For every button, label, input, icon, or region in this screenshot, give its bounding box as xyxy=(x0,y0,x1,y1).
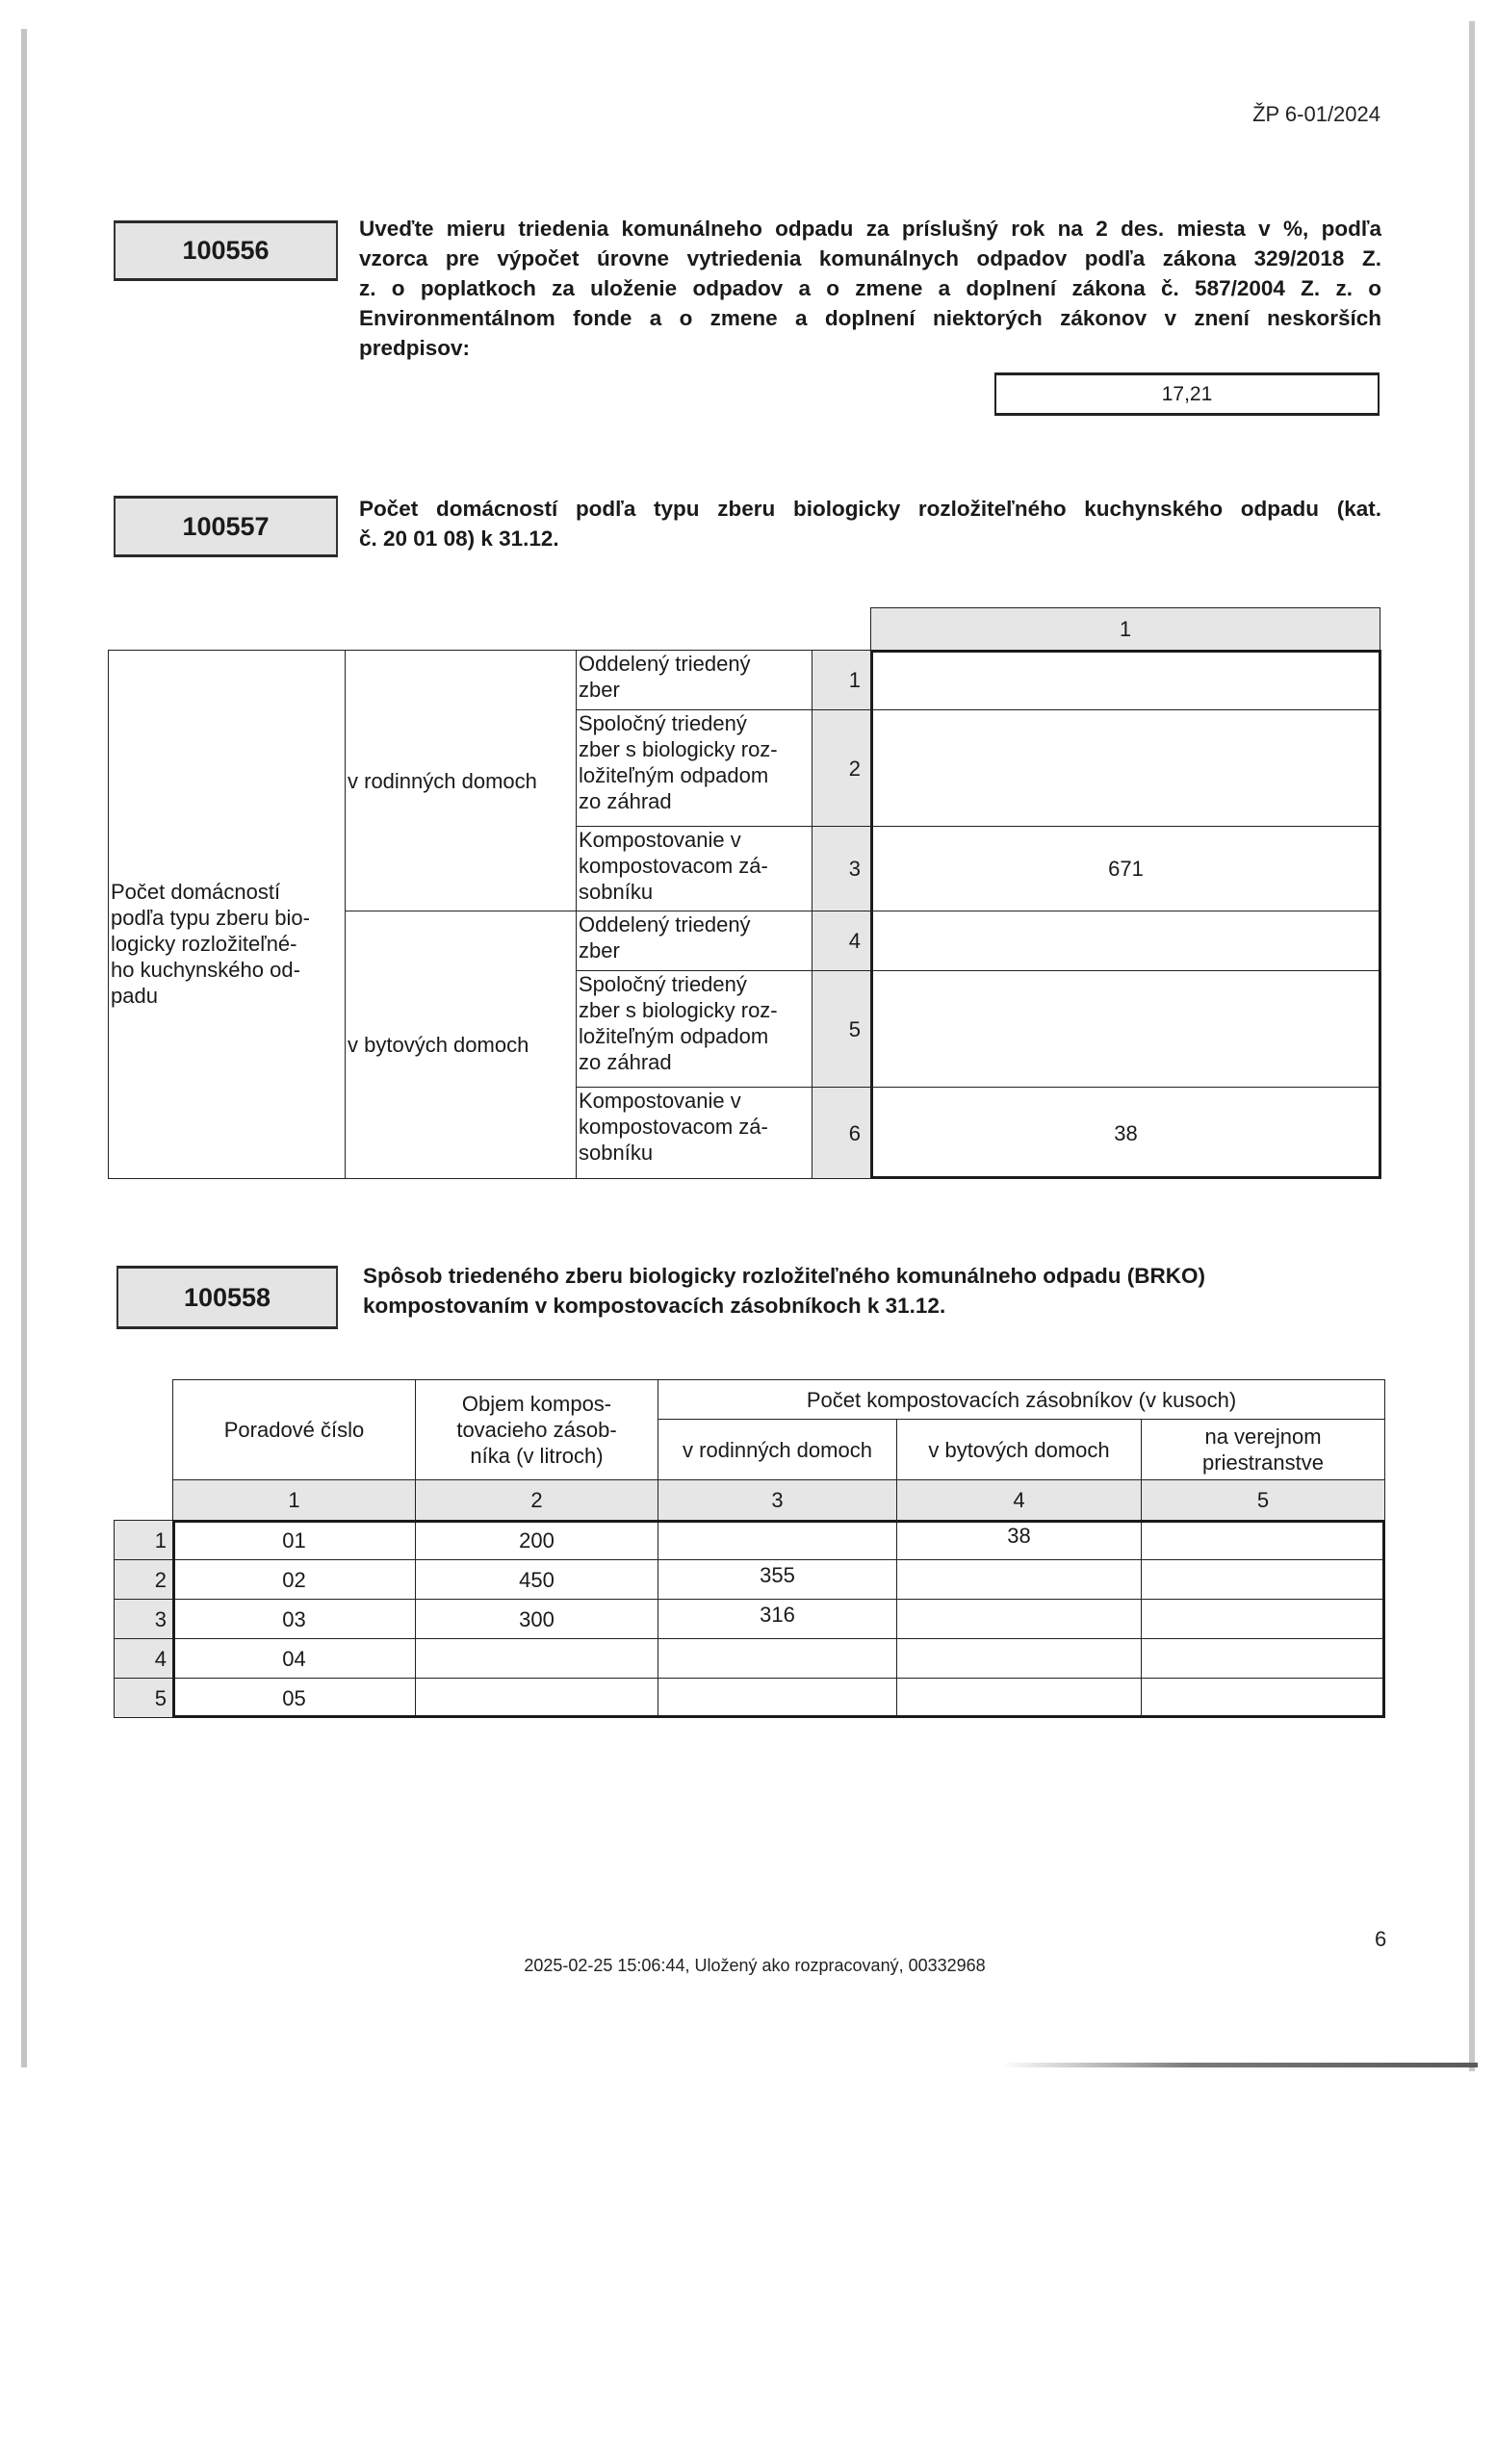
table-cell-r2-c1: 02 xyxy=(172,1559,416,1600)
header-line: tovacieho zásob- xyxy=(456,1418,617,1442)
scan-border-left xyxy=(21,29,27,2067)
scan-border-right xyxy=(1469,21,1475,2071)
value-cell-row-5[interactable] xyxy=(870,970,1381,1088)
label-line: ložiteľným odpadom xyxy=(579,1024,769,1048)
value-cell-row-3[interactable]: 671 xyxy=(870,826,1381,911)
column-number: 3 xyxy=(658,1479,897,1521)
question-text-100558 xyxy=(363,1261,1385,1321)
label-line: ložiteľným odpadom xyxy=(579,763,769,787)
table-cell-r1-c1: 01 xyxy=(172,1520,416,1560)
row-number: 1 xyxy=(812,650,871,710)
row-number: 5 xyxy=(114,1678,173,1718)
row-number: 2 xyxy=(114,1559,173,1600)
label-line: zo záhrad xyxy=(579,1050,672,1074)
table-cell-r4-c5[interactable] xyxy=(1141,1638,1385,1679)
label-line: logicky rozložiteľné- xyxy=(111,931,297,956)
table-cell-r5-c3[interactable] xyxy=(658,1678,897,1718)
table-cell-r3-c3[interactable]: 316 xyxy=(658,1599,897,1639)
label-line: zo záhrad xyxy=(579,789,672,813)
table-cell-r3-c4[interactable] xyxy=(896,1599,1142,1639)
question-line: kompostovaním v kompostovacích zásobníkoch k 31.12. xyxy=(363,1294,946,1318)
table-cell-r4-c2[interactable] xyxy=(415,1638,658,1679)
question-line: Počet domácností podľa typu zberu biologicky rozložiteľného kuchynského odpadu (kat. xyxy=(359,497,1381,521)
label-line: padu xyxy=(111,983,158,1008)
form-code: ŽP 6-01/2024 xyxy=(1252,102,1380,126)
header-poradove-cislo: Poradové číslo xyxy=(172,1379,416,1480)
table-cell-r2-c5[interactable] xyxy=(1141,1559,1385,1600)
row-label-6 xyxy=(576,1087,812,1179)
table-cell-r2-c2[interactable]: 450 xyxy=(415,1559,658,1600)
label-line: kompostovacom zá- xyxy=(579,854,768,878)
label-line: zber s biologicky roz- xyxy=(579,737,778,761)
row-number: 3 xyxy=(812,826,871,911)
question-code-100558: 100558 xyxy=(116,1266,338,1329)
row-label-2 xyxy=(576,709,812,827)
question-line: z. o poplatkoch za uloženie odpadov a o zmene a doplnení zákona č. 587/2004 Z. z. o xyxy=(359,276,1381,300)
column-number: 2 xyxy=(415,1479,658,1521)
question-line: Uveďte mieru triedenia komunálneho odpadu za príslušný rok na 2 des. miesta v %, podľa xyxy=(359,217,1381,241)
row-number: 4 xyxy=(812,911,871,971)
question-text-100556 xyxy=(359,214,1381,363)
table-cell-r1-c2[interactable]: 200 xyxy=(415,1520,658,1560)
question-line: Spôsob triedeného zberu biologicky rozložiteľného komunálneho odpadu (BRKO) xyxy=(363,1264,1205,1288)
table-cell-r4-c4[interactable] xyxy=(896,1638,1142,1679)
table-cell-r1-c3[interactable] xyxy=(658,1520,897,1560)
table-cell-r3-c2[interactable]: 300 xyxy=(415,1599,658,1639)
table-cell-r4-c3[interactable] xyxy=(658,1638,897,1679)
label-line: zber s biologicky roz- xyxy=(579,998,778,1022)
row-number: 6 xyxy=(812,1087,871,1179)
value-cell-row-2[interactable] xyxy=(870,709,1381,827)
label-line: ho kuchynského od- xyxy=(111,957,300,982)
row-number: 3 xyxy=(114,1599,173,1639)
header-objem xyxy=(415,1379,658,1480)
column-header-1: 1 xyxy=(870,607,1380,651)
row-group-label xyxy=(108,650,346,1179)
label-line: kompostovacom zá- xyxy=(579,1115,768,1139)
value-cell-row-6[interactable]: 38 xyxy=(870,1087,1381,1179)
group-label-apartment-buildings: v bytových domoch xyxy=(345,911,577,1179)
header-verejne-priestranstvo xyxy=(1141,1419,1385,1480)
label-line: podľa typu zberu bio- xyxy=(111,905,310,930)
row-label-5 xyxy=(576,970,812,1088)
question-line: vzorca pre výpočet úrovne vytriedenia komunálnych odpadov podľa zákona 329/2018 Z. xyxy=(359,246,1381,270)
table-cell-r2-c4[interactable] xyxy=(896,1559,1142,1600)
row-number: 2 xyxy=(812,709,871,827)
question-code-100557: 100557 xyxy=(114,496,338,557)
question-text-100557 xyxy=(359,494,1381,553)
question-line: predpisov: xyxy=(359,336,471,360)
table-cell-r5-c2[interactable] xyxy=(415,1678,658,1718)
label-line: sobníku xyxy=(579,880,654,904)
save-status-line: 2025-02-25 15:06:44, Uložený ako rozpracovaný, 00332968 xyxy=(524,1956,986,1975)
label-line: zber xyxy=(579,678,620,702)
question-line: Environmentálnom fonde a o zmene a doplnení niektorých zákonov v znení neskorších xyxy=(359,306,1381,330)
group-label-family-houses: v rodinných domoch xyxy=(345,650,577,911)
table-cell-r4-c1: 04 xyxy=(172,1638,416,1679)
question-code-100556: 100556 xyxy=(114,220,338,281)
header-line: priestranstve xyxy=(1202,1450,1324,1475)
table-cell-r5-c4[interactable] xyxy=(896,1678,1142,1718)
value-cell-row-1[interactable] xyxy=(870,650,1381,710)
label-line: Spoločný triedený xyxy=(579,972,747,996)
label-line: Oddelený triedený xyxy=(579,652,751,676)
header-rodinne-domy: v rodinných domoch xyxy=(658,1419,897,1480)
row-number: 5 xyxy=(812,970,871,1088)
row-label-3 xyxy=(576,826,812,911)
table-cell-r3-c1: 03 xyxy=(172,1599,416,1639)
label-line: Počet domácností xyxy=(111,879,281,904)
column-number: 1 xyxy=(172,1479,416,1521)
table-cell-r5-c1: 05 xyxy=(172,1678,416,1718)
table-cell-r3-c5[interactable] xyxy=(1141,1599,1385,1639)
row-label-1 xyxy=(576,650,812,710)
label-line: Kompostovanie v xyxy=(579,828,741,852)
table-cell-r2-c3[interactable]: 355 xyxy=(658,1559,897,1600)
header-line: níka (v litroch) xyxy=(470,1444,604,1468)
column-number: 4 xyxy=(896,1479,1142,1521)
header-line: Objem kompos- xyxy=(461,1392,612,1416)
scan-border-bottom xyxy=(1001,2063,1478,2067)
value-cell-row-4[interactable] xyxy=(870,911,1381,971)
sorting-rate-field[interactable]: 17,21 xyxy=(994,372,1380,416)
label-line: Oddelený triedený xyxy=(579,912,751,937)
header-bytove-domy: v bytových domoch xyxy=(896,1419,1142,1480)
header-group-pocet: Počet kompostovacích zásobníkov (v kusoch) xyxy=(658,1379,1385,1420)
label-line: zber xyxy=(579,938,620,962)
table-cell-r1-c5[interactable] xyxy=(1141,1520,1385,1560)
column-number: 5 xyxy=(1141,1479,1385,1521)
page-number: 6 xyxy=(1375,1927,1387,1951)
row-number: 1 xyxy=(114,1520,173,1560)
label-line: Kompostovanie v xyxy=(579,1089,741,1113)
row-label-4 xyxy=(576,911,812,971)
table-cell-r5-c5[interactable] xyxy=(1141,1678,1385,1718)
question-line: č. 20 01 08) k 31.12. xyxy=(359,526,559,551)
header-line: na verejnom xyxy=(1204,1424,1322,1449)
label-line: sobníku xyxy=(579,1141,654,1165)
label-line: Spoločný triedený xyxy=(579,711,747,735)
table-cell-r1-c4[interactable]: 38 xyxy=(896,1520,1142,1560)
row-number: 4 xyxy=(114,1638,173,1679)
